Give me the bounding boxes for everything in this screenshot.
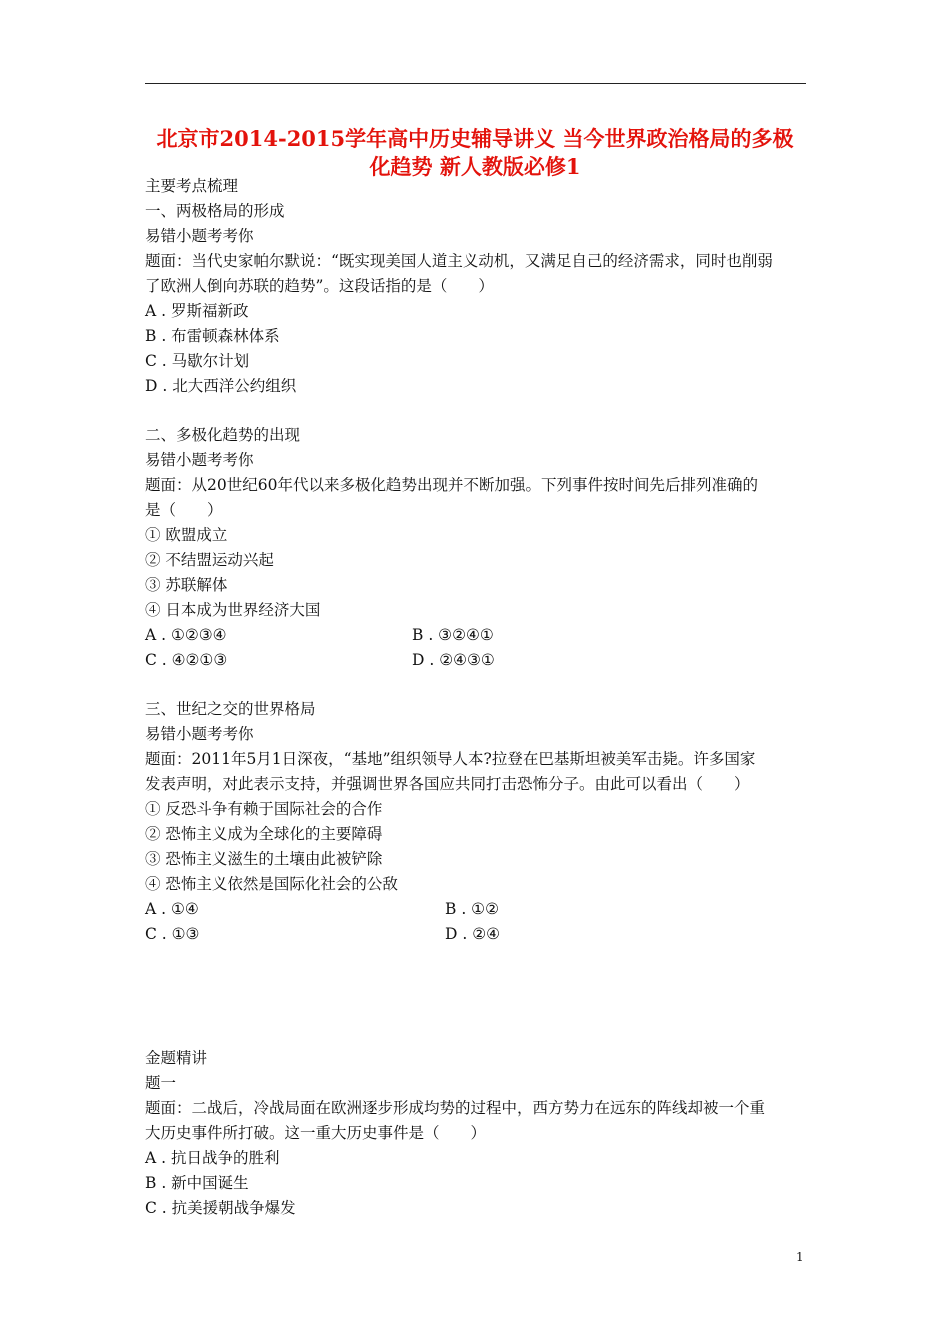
part4-question-line-2: 大历史事件所打破。这一重大历史事件是（ ）: [145, 1124, 487, 1142]
part3-item-1: ① 反恐斗争有赖于国际社会的合作: [145, 800, 383, 818]
part3-subheading: 易错小题考考你: [145, 725, 254, 743]
part2-option-d: D . ②④③①: [412, 651, 495, 669]
part3-item-2: ② 恐怖主义成为全球化的主要障碍: [145, 825, 383, 843]
document-title-line-2: 化趋势 新人教版必修1: [369, 154, 581, 179]
part3-question-line-1: 题面：2011年5月1日深夜，“基地”组织领导人本?拉登在巴基斯坦被美军击毙。许多国家: [145, 750, 756, 768]
part2-item-1: ① 欧盟成立: [145, 526, 228, 544]
part4-option-c: C . 抗美援朝战争爆发: [145, 1199, 296, 1217]
part3-option-d: D . ②④: [445, 925, 500, 943]
section-heading: 主要考点梳理: [145, 177, 239, 195]
part1-subheading: 易错小题考考你: [145, 227, 254, 245]
part1-option-d: D . 北大西洋公约组织: [145, 377, 297, 395]
part3-option-c: C . ①③: [145, 925, 200, 943]
part2-option-a: A . ①②③④: [145, 626, 227, 644]
part2-subheading: 易错小题考考你: [145, 451, 254, 469]
part3-option-a: A . ①④: [145, 900, 199, 918]
part3-item-3: ③ 恐怖主义滋生的土壤由此被铲除: [145, 850, 383, 868]
page-number: 1: [796, 1250, 804, 1264]
part2-question-line-2: 是（ ）: [145, 501, 223, 519]
part2-question-line-1: 题面：从20世纪60年代以来多极化趋势出现并不断加强。下列事件按时间先后排列准确的: [145, 476, 758, 494]
document-title-line-1: 北京市2014-2015学年高中历史辅导讲义 当今世界政治格局的多极: [156, 126, 794, 151]
part4-option-b: B . 新中国诞生: [145, 1174, 249, 1192]
part2-item-4: ④ 日本成为世界经济大国: [145, 601, 321, 619]
part3-option-b: B . ①②: [445, 900, 499, 918]
part1-heading: 一、两极格局的形成: [145, 202, 285, 220]
part4-heading: 金题精讲: [145, 1049, 208, 1067]
part4-subheading: 题一: [145, 1074, 177, 1092]
part1-option-a: A . 罗斯福新政: [145, 302, 249, 320]
part2-item-2: ② 不结盟运动兴起: [145, 551, 274, 569]
part2-heading: 二、多极化趋势的出现: [145, 426, 301, 444]
part1-question-line-2: 了欧洲人倒向苏联的趋势”。这段话指的是（ ）: [145, 277, 494, 295]
part2-option-c: C . ④②①③: [145, 651, 228, 669]
part1-option-c: C . 马歇尔计划: [145, 352, 250, 370]
part1-option-b: B . 布雷顿森林体系: [145, 327, 280, 345]
part3-question-line-2: 发表声明，对此表示支持，并强调世界各国应共同打击恐怖分子。由此可以看出（ ）: [145, 775, 750, 793]
part2-item-3: ③ 苏联解体: [145, 576, 228, 594]
part4-question-line-1: 题面：二战后，冷战局面在欧洲逐步形成均势的过程中，西方势力在远东的阵线却被一个重: [145, 1099, 766, 1117]
header-rule: [145, 83, 806, 84]
part3-item-4: ④ 恐怖主义依然是国际化社会的公敌: [145, 875, 398, 893]
part3-heading: 三、世纪之交的世界格局: [145, 700, 316, 718]
part1-question-line-1: 题面：当代史家帕尔默说：“既实现美国人道主义动机，又满足自己的经济需求，同时也削弱: [145, 252, 773, 270]
part4-option-a: A . 抗日战争的胜利: [145, 1149, 280, 1167]
part2-option-b: B . ③②④①: [412, 626, 494, 644]
